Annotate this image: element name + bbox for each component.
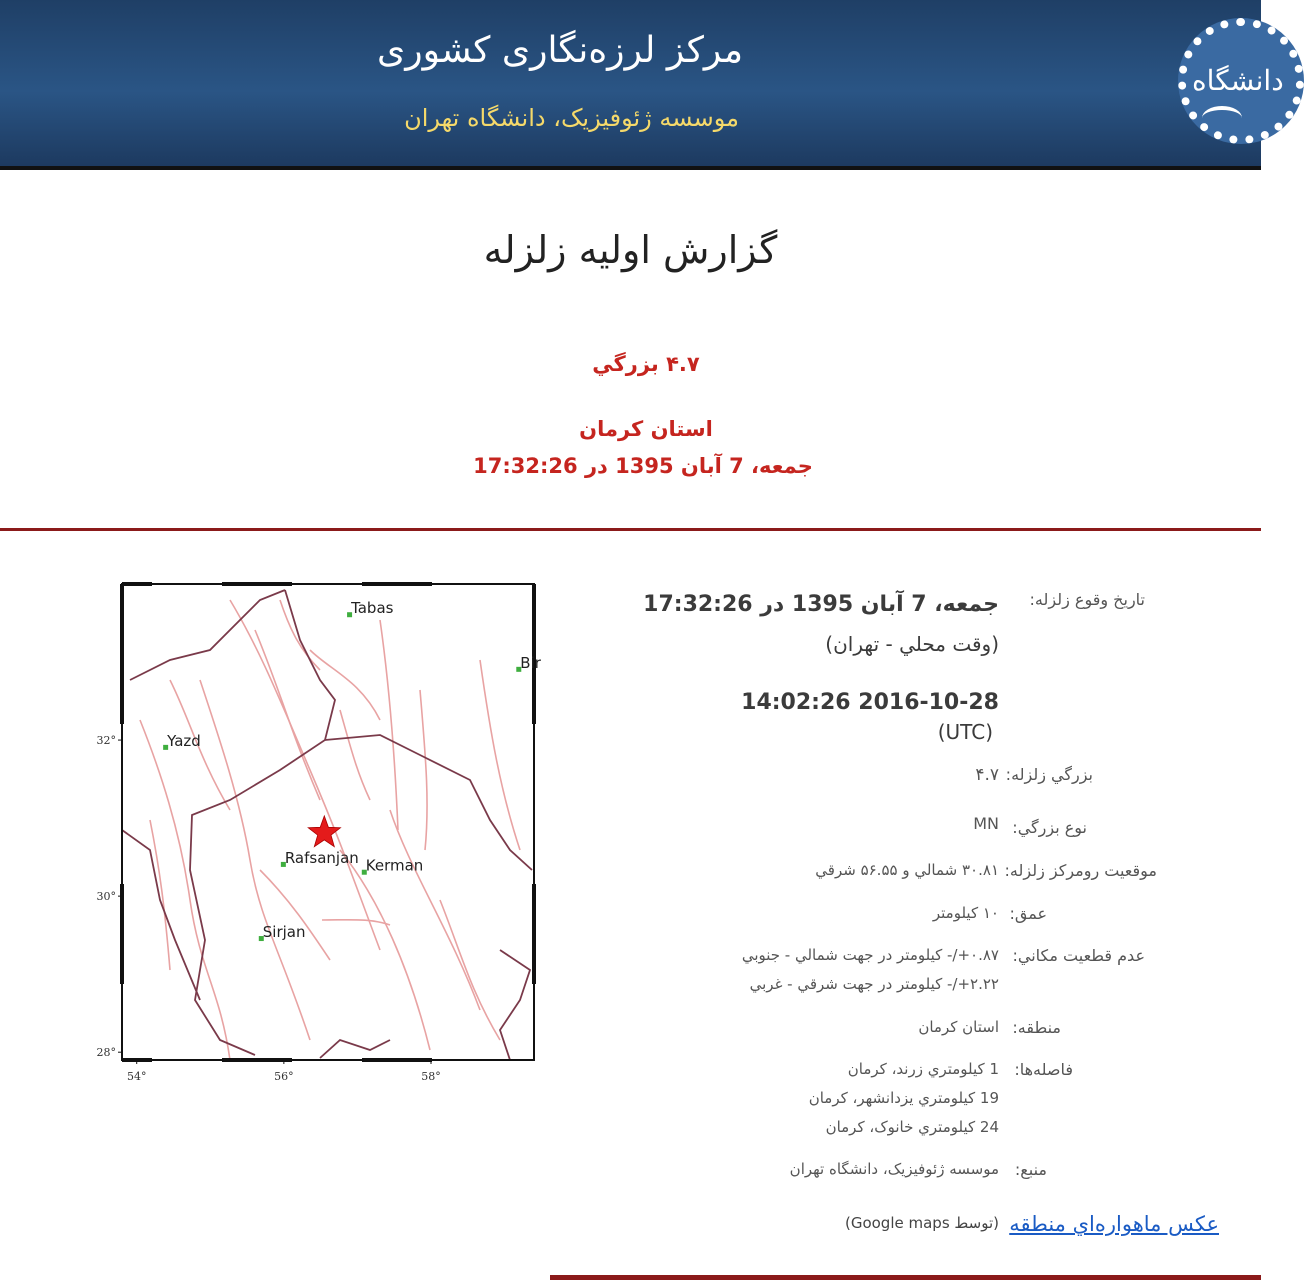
lon-tick-label: 54° [126, 1070, 147, 1083]
footer-divider [550, 1275, 1261, 1280]
city-label: Tabas [351, 599, 394, 618]
uncertainty-ew: ۲.۲۲+/- کيلومتر در جهت شرقي - غربي [749, 975, 999, 993]
magnitude-type-value: MN [973, 814, 999, 833]
site-subtitle: موسسه ژئوفیزیک، دانشگاه تهران [404, 104, 739, 132]
epicenter-label: موقعيت رومرکز زلزله: [1004, 861, 1157, 880]
uncertainty-label: عدم قطعيت مکاني: [1012, 946, 1145, 965]
city-label: Rafsanjan [284, 848, 359, 867]
origin-time-local: جمعه، 7 آبان 1395 در 17:32:26 [643, 592, 999, 617]
uncertainty-ns: ۰.۸۷+/- کيلومتر در جهت شمالي - جنوبي [741, 946, 999, 964]
origin-time-utc: 2016-10-28 14:02:26 [741, 690, 999, 715]
epicenter-value: ۳۰.۸۱ شمالي و ۵۶.۵۵ شرقي [815, 861, 999, 879]
logo-lettering: دانشگاه [1192, 64, 1284, 97]
distance-item: 19 کيلومتري يزدانشهر، کرمان [808, 1089, 999, 1107]
region-headline: استان کرمان [579, 417, 713, 441]
map-canvas [80, 570, 550, 1090]
satellite-link-note: (توسط Google maps) [844, 1214, 999, 1232]
site-header [0, 0, 1284, 170]
lat-tick-label: 30° [96, 890, 116, 904]
satellite-image-link[interactable]: عکس ماهواره‌اي منطقه [1009, 1212, 1219, 1236]
report-title: گزارش اوليه زلزله [483, 228, 778, 272]
logo-wing-icon [1202, 106, 1242, 130]
magnitude-headline: ۴.۷ بزرگي [592, 352, 700, 376]
datetime-headline: جمعه، 7 آبان 1395 در 17:32:26 [473, 454, 813, 478]
lat-tick-label: 32° [96, 734, 116, 748]
lon-tick-label: 56° [274, 1070, 294, 1083]
city-label: Kerman [365, 856, 424, 875]
city-label: Yazd [167, 731, 201, 750]
depth-value: ۱۰ کيلومتر [932, 904, 999, 922]
magnitude-value: ۴.۷ [975, 765, 999, 785]
lat-tick-label: 28° [96, 1046, 116, 1060]
source-value: موسسه ژئوفيزيک، دانشگاه تهران [789, 1160, 999, 1178]
magnitude-label: بزرگي زلزله: [1005, 765, 1093, 784]
origin-time-local-note: (وقت محلي - تهران) [825, 632, 999, 656]
region-value: استان کرمان [918, 1018, 999, 1036]
depth-label: عمق: [1009, 904, 1047, 923]
distances-label: فاصله‌ها: [1014, 1060, 1073, 1079]
university-logo[interactable] [1178, 18, 1304, 144]
lon-tick-label: 58° [421, 1070, 441, 1083]
magnitude-type-label: نوع بزرگي: [1012, 818, 1087, 837]
section-divider [0, 528, 1261, 531]
site-title: مرکز لرزه‌نگاری کشوری [377, 30, 743, 71]
city-label: Bir [520, 653, 541, 672]
city-label: Sirjan [262, 923, 306, 942]
origin-time-utc-note: (UTC) [937, 720, 993, 744]
distance-item: 24 کيلومتري خانوک، کرمان [825, 1118, 999, 1136]
distance-item: 1 کيلومتري زرند، کرمان [847, 1060, 999, 1078]
source-label: منبع: [1014, 1160, 1047, 1179]
epicenter-map[interactable] [80, 570, 550, 1090]
origin-time-label: تاريخ وقوع زلزله: [1029, 590, 1145, 609]
region-label: منطقه: [1012, 1018, 1061, 1037]
